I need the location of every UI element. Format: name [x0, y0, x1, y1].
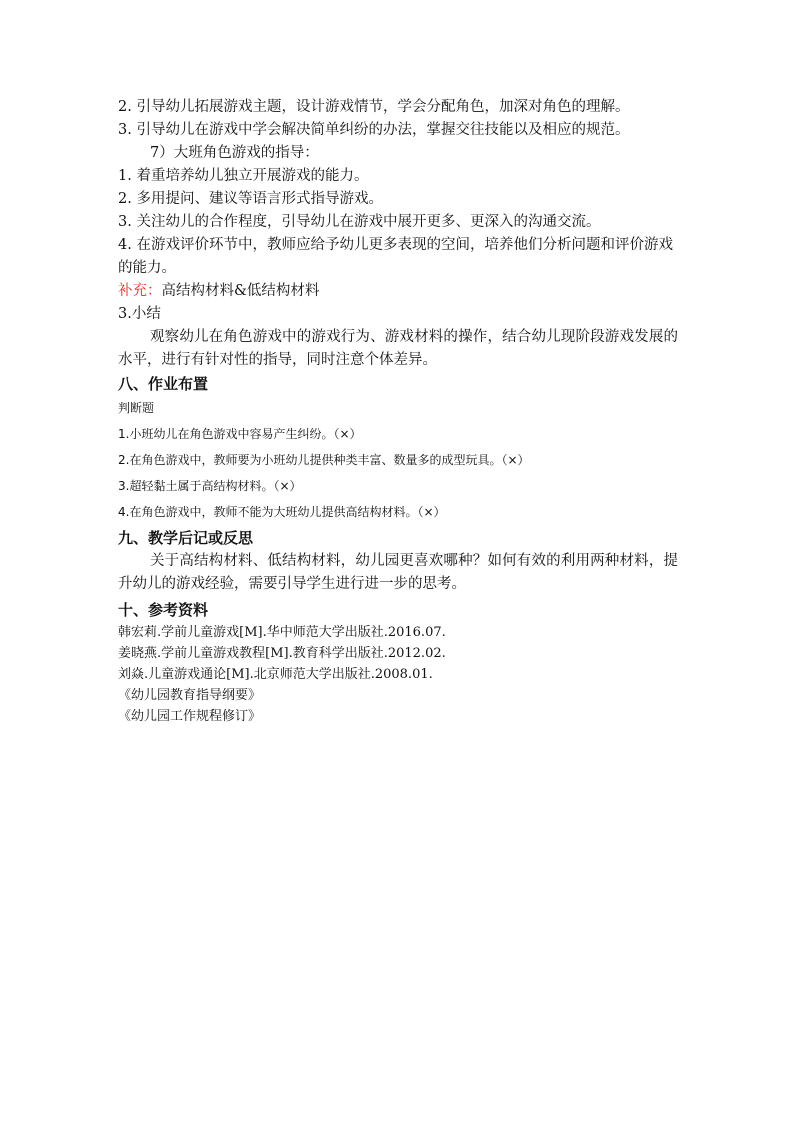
reference-item: 《幼儿园工作规程修订》: [118, 709, 262, 724]
reflection-paragraph: 关于高结构材料、低结构材料，幼儿园更喜欢哪种？如何有效的利用两种材料，提升幼儿的游戏经验，需要引导学生进行进一步的思考。: [118, 553, 678, 592]
list-item: 3. 关注幼儿的合作程度，引导幼儿在游戏中展开更多、更深入的沟通交流。: [118, 214, 601, 230]
section-heading-homework: 八、作业布置: [118, 375, 209, 393]
section-heading-references: 十、参考资料: [118, 601, 209, 619]
list-item: 1. 着重培养幼儿独立开展游戏的能力。: [118, 168, 369, 184]
reference-item: 刘焱.儿童游戏通论[M].北京师范大学出版社.2008.01.: [118, 667, 433, 682]
question-item: 1.小班幼儿在角色游戏中容易产生纠纷。（×）: [118, 427, 362, 441]
supplement-label: 补充：: [118, 283, 162, 299]
supplement-text: 高结构材料&低结构材料: [161, 283, 320, 299]
supplement-line: [118, 280, 678, 303]
question-item: 3.超轻黏土属于高结构材料。（×）: [118, 479, 302, 493]
subheading-judgment: 判断题: [118, 401, 155, 415]
reference-list: [118, 622, 678, 727]
summary-paragraph: 观察幼儿在角色游戏中的游戏行为、游戏材料的操作，结合幼儿现阶段游戏发展的水平，进行有针对性的指导，同时注意个体差异。: [118, 329, 678, 368]
list-item: 2. 引导幼儿拓展游戏主题，设计游戏情节，学会分配角色，加深对角色的理解。: [118, 99, 630, 115]
list-item: 4. 在游戏评价环节中，教师应给予幼儿更多表现的空间，培养他们分析问题和评价游戏的能力。: [118, 237, 673, 276]
question-list: [118, 426, 678, 520]
section-heading-reflection: 九、教学后记或反思: [118, 529, 254, 547]
reference-item: 韩宏莉.学前儿童游戏[M].华中师范大学出版社.2016.07.: [118, 625, 446, 640]
reference-item: 《幼儿园教育指导纲要》: [118, 688, 262, 703]
question-item: 2.在角色游戏中，教师要为小班幼儿提供种类丰富、数量多的成型玩具。（×）: [118, 453, 530, 467]
summary-title: 3.小结: [118, 306, 161, 322]
list-item: 2. 多用提问、建议等语言形式指导游戏。: [118, 191, 383, 207]
reference-item: 姜晓燕.学前儿童游戏教程[M].教育科学出版社.2012.02.: [118, 646, 446, 661]
subsection-title: 7）大班角色游戏的指导：: [150, 145, 319, 161]
list-item: 3. 引导幼儿在游戏中学会解决简单纠纷的办法，掌握交往技能以及相应的规范。: [118, 122, 630, 138]
question-item: 4.在角色游戏中，教师不能为大班幼儿提供高结构材料。（×）: [118, 505, 446, 519]
document-content: [118, 96, 678, 727]
